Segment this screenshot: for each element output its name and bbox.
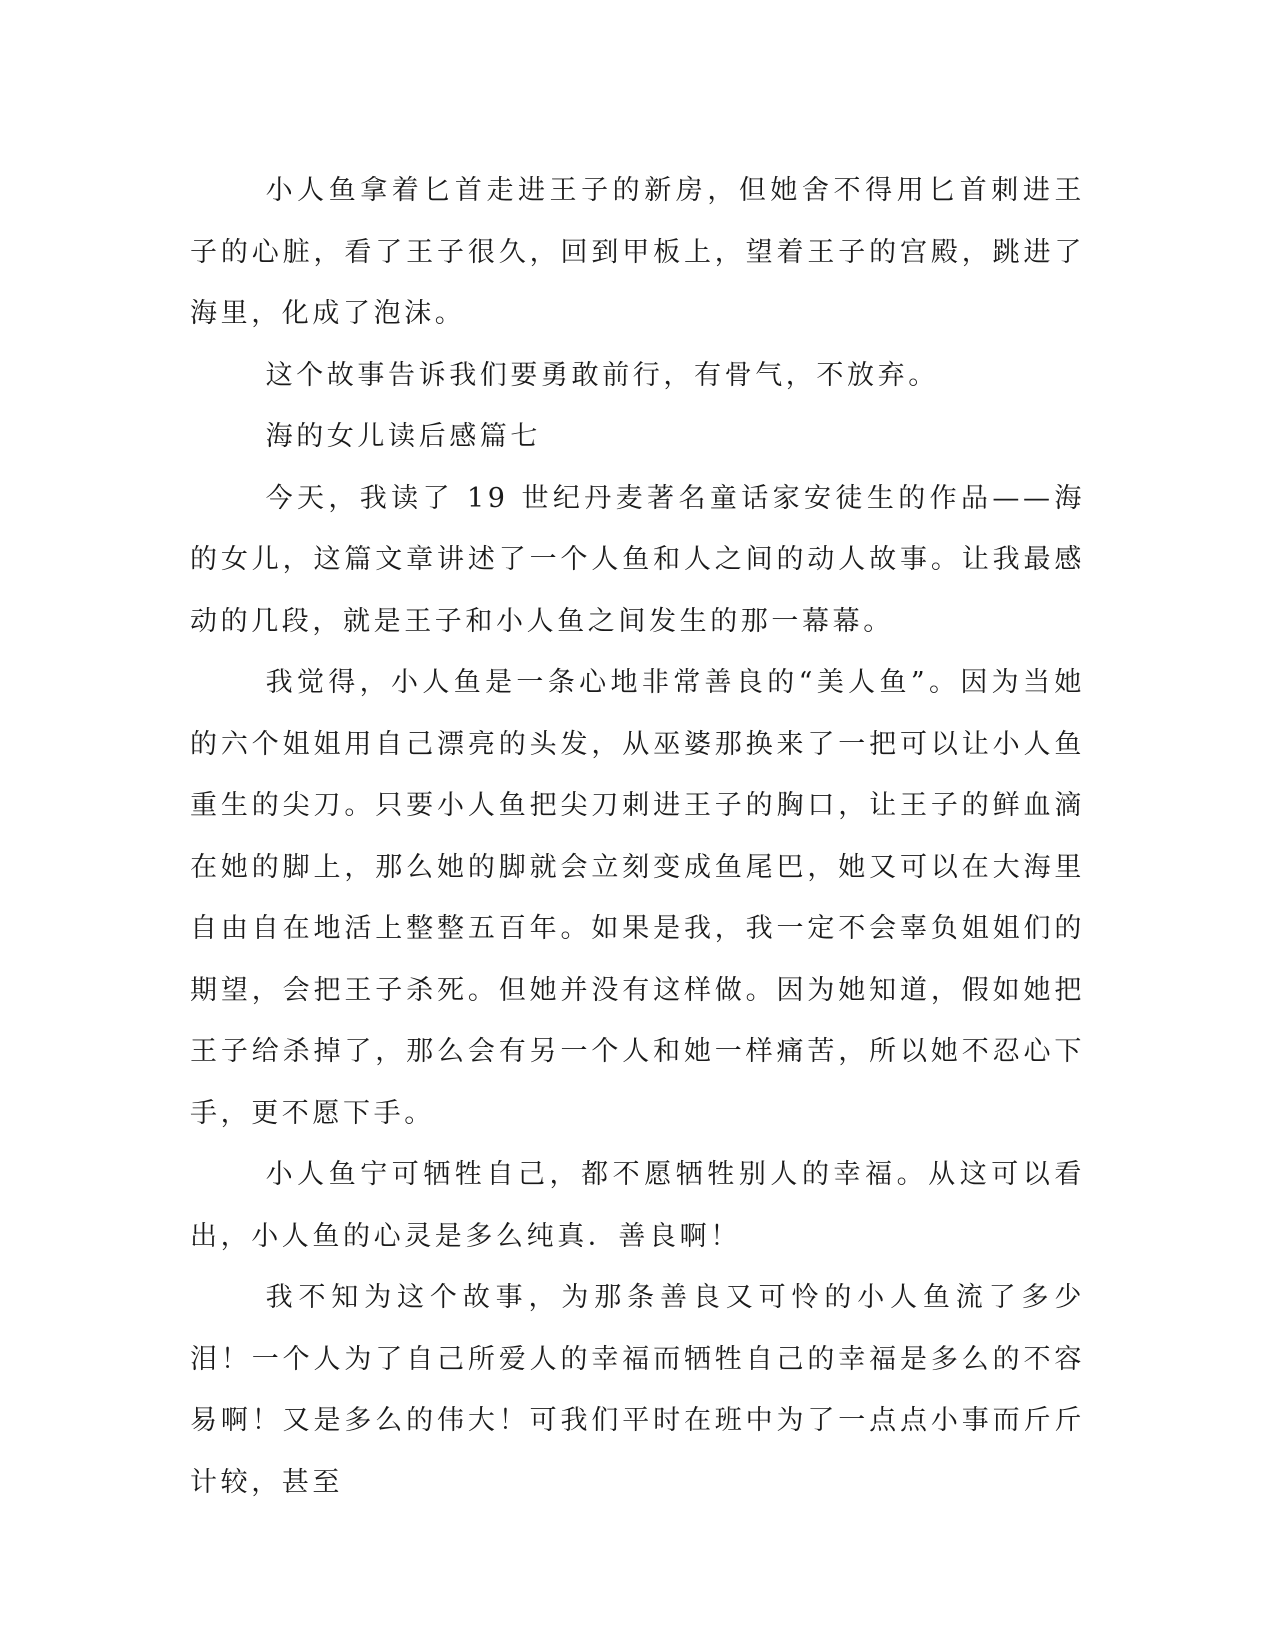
document-page [190,160,1085,1513]
section-heading: 海的女儿读后感篇七 [265,421,541,452]
paragraph-sacrifice: 小人鱼宁可牺牲自己，都不愿牺牲别人的幸福。从这可以看出，小人鱼的心灵是多么纯真．善良啊！ [190,1159,1085,1252]
paragraph-intro: 今天，我读了 19 世纪丹麦著名童话家安徒生的作品——海的女儿，这篇文章讲述了一个人鱼和人之间的动人故事。让我最感动的几段，就是王子和小人鱼之间发生的那一幕幕。 [190,482,1085,637]
paragraph-reflection: 我不知为这个故事，为那条善良又可怜的小人鱼流了多少泪！一个人为了自己所爱人的幸福而牺牲自己的幸福是多么的不容易啊！又是多么的伟大！可我们平时在班中为了一点点小事而斤斤计较，甚至 [190,1282,1085,1498]
paragraph-moral: 这个故事告诉我们要勇敢前行，有骨气，不放弃。 [265,359,939,391]
paragraph-kindness: 我觉得，小人鱼是一条心地非常善良的“美人鱼”。因为当她的六个姐姐用自己漂亮的头发，从巫婆那换来了一把可以让小人鱼重生的尖刀。只要小人鱼把尖刀刺进王子的胸口，让王子的鲜血滴在她的脚上，那么她的脚就会立刻变成鱼尾巴，她又可以在大海里自由自在地活上整整五百年。如果是我，我一定不会辜负姐姐们的期望，会把王子杀死。但她并没有这样做。因为她知道，假如她把王子给杀掉了，那么会有另一个人和她一样痛苦，所以她不忍心下手，更不愿下手。 [190,667,1085,1129]
paragraph-ending: 小人鱼拿着匕首走进王子的新房，但她舍不得用匕首刺进王子的心脏，看了王子很久，回到甲板上，望着王子的宫殿，跳进了海里，化成了泡沫。 [190,175,1085,329]
